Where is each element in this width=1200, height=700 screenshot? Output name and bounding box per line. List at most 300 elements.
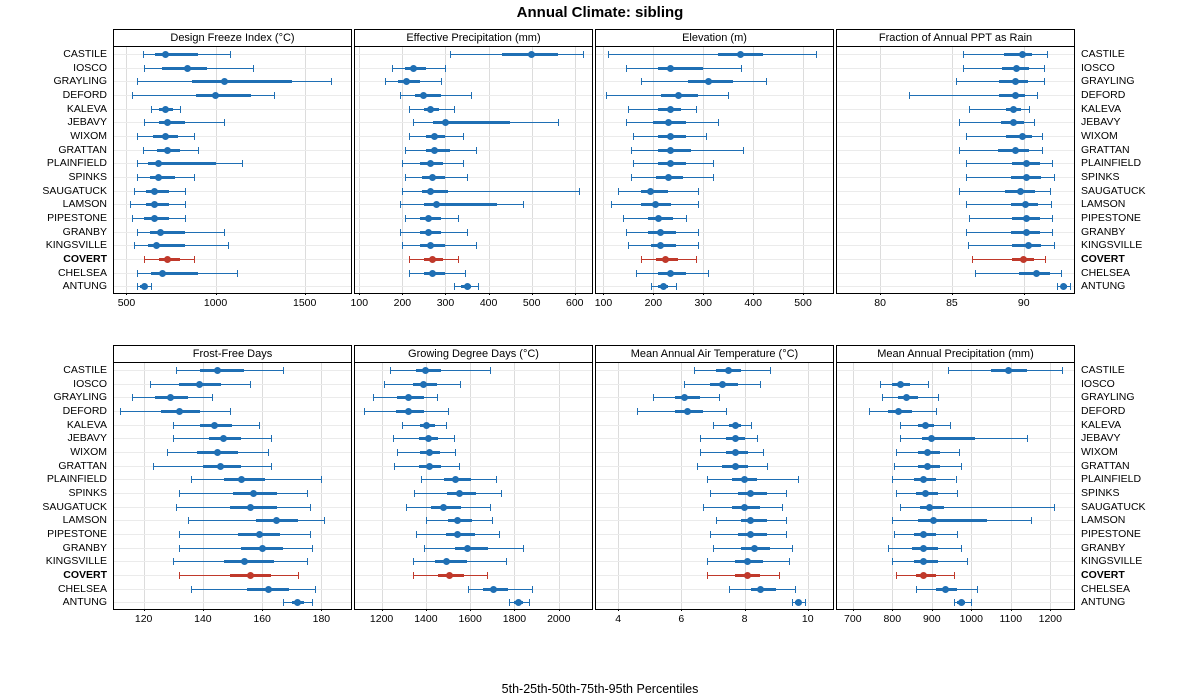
median-marker (1025, 242, 1032, 249)
median-marker (162, 51, 169, 58)
median-marker (1019, 51, 1026, 58)
whisker-cap (583, 51, 584, 58)
box-whisker-row (596, 411, 833, 412)
whisker-cap (237, 270, 238, 277)
tick-label: 8 (741, 613, 748, 625)
median-marker (452, 476, 459, 483)
panel-plot-area (114, 363, 351, 609)
whisker-cap (173, 422, 174, 429)
box-whisker-row (114, 191, 351, 192)
box-whisker-row (596, 507, 833, 508)
whisker-cap (490, 367, 491, 374)
interquartile-bar (455, 547, 488, 550)
category-label: DEFORD (62, 88, 107, 101)
category-label: SAUGATUCK (42, 500, 107, 513)
median-marker (427, 188, 434, 195)
median-marker (920, 572, 927, 579)
box-whisker-row (837, 507, 1074, 508)
whisker-cap (698, 201, 699, 208)
category-label: GRATTAN (1081, 459, 1130, 472)
whisker-cap (402, 160, 403, 167)
box-whisker-row (596, 466, 833, 467)
median-marker (256, 531, 263, 538)
median-marker (920, 476, 927, 483)
category-label: COVERT (63, 568, 107, 581)
box-whisker-row (355, 163, 592, 164)
whisker-cap (626, 65, 627, 72)
box-whisker-row (355, 411, 592, 412)
gridline-vertical (1011, 363, 1012, 609)
median-marker (1013, 65, 1020, 72)
whisker-cap (409, 133, 410, 140)
whisker-cap (144, 65, 145, 72)
box-whisker-row (837, 204, 1074, 205)
whisker-cap (194, 256, 195, 263)
category-label: PLAINFIELD (1081, 157, 1142, 170)
category-label: IOSCO (1081, 61, 1115, 74)
whisker-cap (792, 599, 793, 606)
median-marker (1060, 283, 1067, 290)
median-marker (443, 558, 450, 565)
whisker-cap (509, 599, 510, 606)
whisker-cap (413, 119, 414, 126)
whisker-cap (134, 242, 135, 249)
median-marker (464, 283, 471, 290)
box-whisker-row (596, 163, 833, 164)
median-marker (141, 283, 148, 290)
median-marker (515, 599, 522, 606)
median-marker (665, 174, 672, 181)
category-label: WIXOM (70, 129, 107, 142)
whisker-cap (144, 119, 145, 126)
median-marker (403, 78, 410, 85)
box-whisker-row (837, 259, 1074, 260)
whisker-cap (1052, 160, 1053, 167)
median-marker (217, 463, 224, 470)
chart-panel (836, 29, 1075, 294)
category-label: WIXOM (1081, 445, 1118, 458)
whisker-cap (402, 242, 403, 249)
median-marker (657, 242, 664, 249)
category-label: CHELSEA (57, 582, 107, 595)
whisker-cap (468, 586, 469, 593)
box-whisker-row (355, 259, 592, 260)
tick-label: 600 (565, 297, 584, 309)
box-whisker-row (355, 122, 592, 123)
whisker-cap (307, 558, 308, 565)
median-marker (1022, 201, 1029, 208)
median-marker (1012, 78, 1019, 85)
median-marker (705, 78, 712, 85)
median-marker (162, 133, 169, 140)
whisker-cap (441, 78, 442, 85)
gridline-vertical (426, 363, 427, 609)
box-whisker-row (837, 232, 1074, 233)
whisker-cap (963, 65, 964, 72)
median-marker (895, 408, 902, 415)
box-whisker-row (596, 109, 833, 110)
box-whisker-row (114, 589, 351, 590)
median-marker (928, 435, 935, 442)
box-whisker-row (114, 493, 351, 494)
x-axis-ticks (837, 295, 1074, 311)
box-whisker-row (355, 95, 592, 96)
tick-label: 140 (194, 613, 212, 625)
whisker-cap (1027, 435, 1028, 442)
whisker-cap (896, 490, 897, 497)
whisker-cap (786, 490, 787, 497)
whisker-cap (1054, 242, 1055, 249)
median-marker (528, 51, 535, 58)
whisker-cap (405, 215, 406, 222)
box-whisker-row (596, 204, 833, 205)
box-whisker-row (837, 81, 1074, 82)
tick-label: 800 (883, 613, 902, 625)
percentile-caption: 5th-25th-50th-75th-95th Percentiles (501, 682, 699, 696)
whisker-cap (767, 463, 768, 470)
whisker-cap (628, 242, 629, 249)
whisker-cap (454, 283, 455, 290)
median-marker (420, 92, 427, 99)
tick-label: 500 (117, 297, 136, 309)
whisker-cap (476, 242, 477, 249)
whisker-cap (628, 106, 629, 113)
median-marker (1012, 147, 1019, 154)
whisker-cap (626, 119, 627, 126)
whisker-cap (696, 256, 697, 263)
whisker-cap (400, 229, 401, 236)
median-marker (167, 394, 174, 401)
whisker-cap (786, 531, 787, 538)
whisker-cap (961, 545, 962, 552)
whisker-cap (651, 283, 652, 290)
median-marker (214, 449, 221, 456)
box-whisker-row (114, 466, 351, 467)
box-whisker-row (355, 68, 592, 69)
category-label: CASTILE (1081, 363, 1125, 376)
tick-label: 100 (350, 297, 369, 309)
whisker-cap (961, 463, 962, 470)
x-axis-ticks (596, 295, 833, 311)
whisker-cap (130, 201, 131, 208)
whisker-cap (1042, 133, 1043, 140)
whisker-cap (653, 394, 654, 401)
interquartile-bar (641, 190, 668, 193)
box-whisker-row (355, 370, 592, 371)
whisker-cap (409, 270, 410, 277)
median-marker (1033, 270, 1040, 277)
whisker-cap (916, 586, 917, 593)
tick-label: 300 (694, 297, 713, 309)
category-label: CASTILE (63, 363, 107, 376)
panel-plot-area (114, 47, 351, 293)
box-whisker-row (837, 534, 1074, 535)
box-whisker-row (596, 95, 833, 96)
tick-label: 10 (801, 613, 814, 625)
category-label: SAUGATUCK (42, 184, 107, 197)
median-marker (425, 215, 432, 222)
box-whisker-row (837, 589, 1074, 590)
whisker-cap (698, 242, 699, 249)
panel-plot-area (355, 363, 592, 609)
whisker-cap (397, 449, 398, 456)
tick-label: 500 (794, 297, 812, 309)
whisker-cap (188, 517, 189, 524)
median-marker (431, 133, 438, 140)
whisker-cap (770, 367, 771, 374)
median-marker (926, 504, 933, 511)
whisker-cap (224, 119, 225, 126)
whisker-cap (1054, 174, 1055, 181)
whisker-cap (729, 586, 730, 593)
median-marker (442, 119, 449, 126)
whisker-cap (274, 92, 275, 99)
whisker-cap (179, 545, 180, 552)
median-marker (732, 422, 739, 429)
whisker-cap (1044, 78, 1045, 85)
category-label: GRATTAN (58, 143, 107, 156)
category-label: KINGSVILLE (45, 239, 107, 252)
whisker-cap (766, 78, 767, 85)
median-marker (725, 367, 732, 374)
whisker-cap (950, 422, 951, 429)
whisker-cap (1052, 229, 1053, 236)
median-marker (719, 381, 726, 388)
box-whisker-row (355, 191, 592, 192)
box-whisker-row (355, 136, 592, 137)
whisker-cap (707, 476, 708, 483)
whisker-cap (1070, 283, 1071, 290)
box-whisker-row (596, 177, 833, 178)
median-marker (429, 174, 436, 181)
whisker-cap (977, 586, 978, 593)
interquartile-bar (415, 94, 441, 97)
whisker-cap (437, 394, 438, 401)
gridline-vertical (892, 363, 893, 609)
whisker-cap (460, 381, 461, 388)
whisker-cap (694, 367, 695, 374)
whisker-cap (212, 394, 213, 401)
box-whisker-row (837, 177, 1074, 178)
x-axis-ticks (355, 611, 592, 627)
whisker-cap (529, 599, 530, 606)
whisker-cap (167, 449, 168, 456)
tick-label: 1500 (292, 297, 317, 309)
box-whisker-row (114, 561, 351, 562)
whisker-cap (728, 92, 729, 99)
median-marker (464, 545, 471, 552)
median-marker (684, 408, 691, 415)
box-whisker-row (114, 204, 351, 205)
box-whisker-row (114, 109, 351, 110)
whisker-cap (405, 174, 406, 181)
box-whisker-row (837, 438, 1074, 439)
whisker-cap (400, 201, 401, 208)
median-marker (241, 558, 248, 565)
whisker-cap (523, 201, 524, 208)
box-whisker-row (114, 259, 351, 260)
whisker-cap (458, 256, 459, 263)
panel-plot-area (355, 47, 592, 293)
box-whisker-row (114, 273, 351, 274)
median-marker (153, 242, 160, 249)
median-marker (732, 435, 739, 442)
gridline-vertical (532, 47, 533, 293)
median-marker (431, 147, 438, 154)
whisker-cap (478, 283, 479, 290)
whisker-cap (626, 229, 627, 236)
whisker-cap (487, 572, 488, 579)
whisker-cap (364, 408, 365, 415)
whisker-cap (253, 65, 254, 72)
median-marker (920, 545, 927, 552)
whisker-cap (969, 215, 970, 222)
median-marker (741, 476, 748, 483)
box-whisker-row (837, 520, 1074, 521)
whisker-cap (1045, 256, 1046, 263)
category-label: ANTUNG (1081, 280, 1126, 293)
whisker-cap (492, 517, 493, 524)
box-whisker-row (114, 370, 351, 371)
box-whisker-row (114, 177, 351, 178)
whisker-cap (956, 476, 957, 483)
median-marker (681, 394, 688, 401)
whisker-cap (400, 92, 401, 99)
category-label: JEBAVY (67, 432, 107, 445)
box-whisker-row (596, 520, 833, 521)
whisker-cap (506, 558, 507, 565)
panel-title: Design Freeze Index (°C) (114, 30, 351, 47)
tick-label: 1200 (1038, 613, 1062, 625)
whisker-cap (446, 422, 447, 429)
whisker-cap (1037, 92, 1038, 99)
panel-title: Effective Precipitation (mm) (355, 30, 592, 47)
whisker-cap (805, 599, 806, 606)
gridline-vertical (803, 47, 804, 293)
whisker-cap (298, 572, 299, 579)
whisker-cap (230, 408, 231, 415)
whisker-cap (230, 51, 231, 58)
median-marker (250, 490, 257, 497)
box-whisker-row (114, 68, 351, 69)
whisker-cap (611, 201, 612, 208)
box-whisker-row (837, 191, 1074, 192)
box-whisker-row (114, 520, 351, 521)
category-label: KALEVA (66, 102, 107, 115)
whisker-cap (636, 270, 637, 277)
whisker-cap (789, 558, 790, 565)
tick-label: 300 (436, 297, 455, 309)
whisker-cap (465, 270, 466, 277)
whisker-cap (963, 51, 964, 58)
category-labels-right (1081, 363, 1189, 609)
box-whisker-row (355, 548, 592, 549)
box-whisker-row (596, 452, 833, 453)
median-marker (157, 229, 164, 236)
whisker-cap (892, 476, 893, 483)
whisker-cap (413, 558, 414, 565)
gridline-vertical (489, 47, 490, 293)
whisker-cap (179, 490, 180, 497)
whisker-cap (966, 133, 967, 140)
whisker-cap (268, 449, 269, 456)
median-marker (433, 201, 440, 208)
category-label: DEFORD (62, 404, 107, 417)
whisker-cap (795, 586, 796, 593)
panel-plot-area (596, 47, 833, 293)
whisker-cap (579, 188, 580, 195)
whisker-cap (888, 545, 889, 552)
whisker-cap (1062, 367, 1063, 374)
category-label: IOSCO (1081, 377, 1115, 390)
median-marker (454, 531, 461, 538)
whisker-cap (455, 449, 456, 456)
tick-label: 2000 (547, 613, 571, 625)
box-whisker-row (114, 575, 351, 576)
gridline-vertical (144, 363, 145, 609)
whisker-cap (641, 256, 642, 263)
whisker-cap (132, 92, 133, 99)
box-whisker-row (837, 411, 1074, 412)
whisker-cap (321, 476, 322, 483)
median-marker (1017, 188, 1024, 195)
median-marker (920, 531, 927, 538)
gridline-vertical (203, 363, 204, 609)
whisker-cap (706, 133, 707, 140)
whisker-cap (710, 531, 711, 538)
whisker-line (966, 204, 1051, 205)
whisker-cap (151, 106, 152, 113)
median-marker (247, 504, 254, 511)
box-whisker-row (837, 163, 1074, 164)
whisker-cap (242, 160, 243, 167)
category-label: GRANBY (62, 541, 107, 554)
median-marker (420, 381, 427, 388)
gridline-vertical (753, 47, 754, 293)
interquartile-bar (1004, 53, 1033, 56)
whisker-cap (959, 147, 960, 154)
median-marker (426, 449, 433, 456)
whisker-cap (779, 572, 780, 579)
median-marker (259, 545, 266, 552)
whisker-cap (1031, 517, 1032, 524)
whisker-cap (909, 92, 910, 99)
box-whisker-row (355, 218, 592, 219)
category-label: PLAINFIELD (46, 157, 107, 170)
whisker-cap (713, 174, 714, 181)
whisker-cap (959, 449, 960, 456)
whisker-cap (283, 367, 284, 374)
gridline-vertical (445, 47, 446, 293)
panel-plot-area (837, 363, 1074, 609)
whisker-cap (409, 256, 410, 263)
whisker-cap (228, 242, 229, 249)
box-whisker-row (355, 520, 592, 521)
box-whisker-row (114, 163, 351, 164)
median-marker (675, 92, 682, 99)
tick-label: 1400 (414, 613, 438, 625)
interquartile-bar (159, 121, 186, 124)
whisker-cap (684, 381, 685, 388)
box-whisker-row (114, 479, 351, 480)
median-marker (660, 283, 667, 290)
box-whisker-row (837, 122, 1074, 123)
whisker-cap (454, 435, 455, 442)
box-whisker-row (596, 548, 833, 549)
whisker-cap (424, 545, 425, 552)
median-marker (159, 270, 166, 277)
whisker-cap (421, 476, 422, 483)
